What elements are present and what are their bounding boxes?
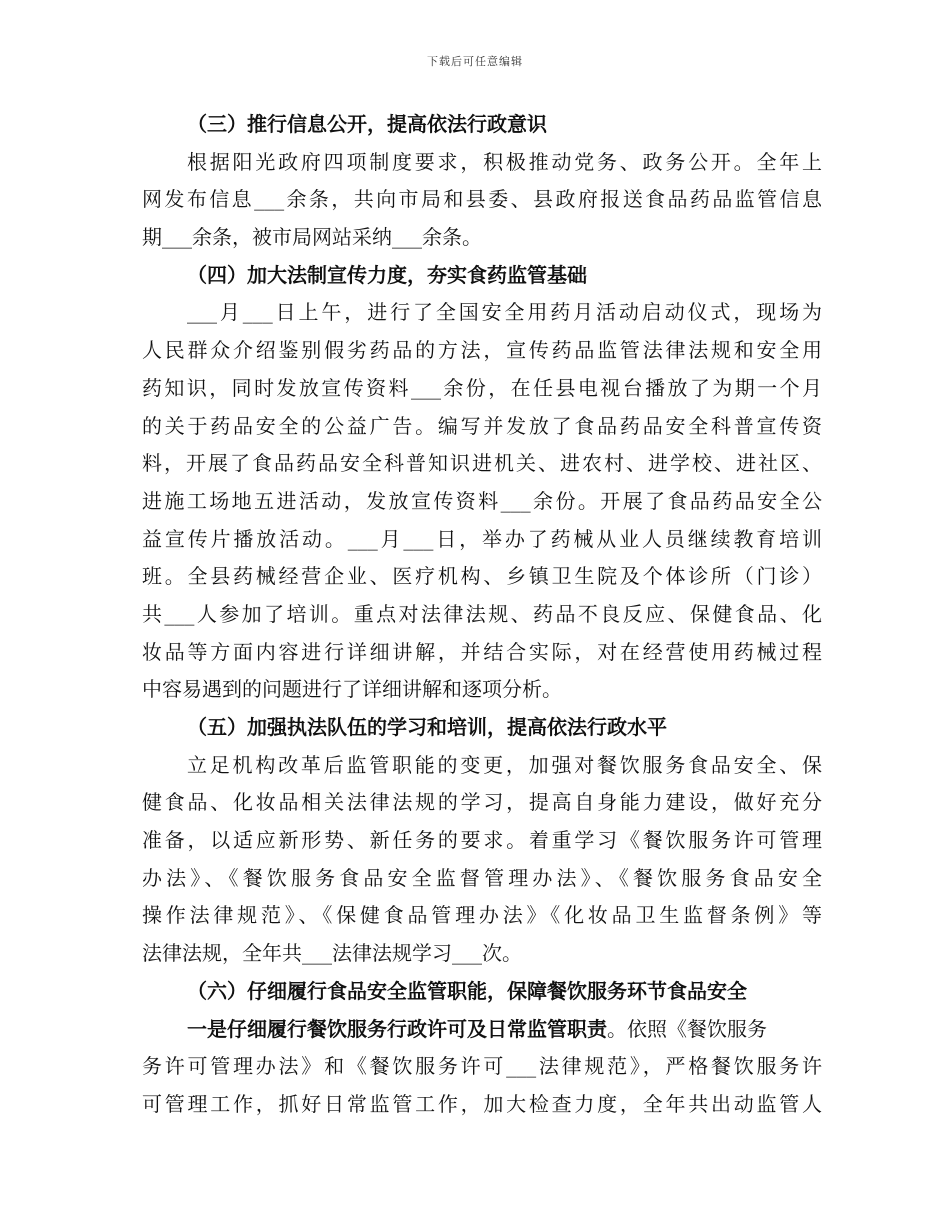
lead-sentence: 一是仔细履行餐饮服务行政许可及日常监管职责 [187,1016,607,1041]
paragraph-line: ___月___日上午，进行了全国安全用药月活动启动仪式，现场为 [187,300,822,325]
paragraph-line: 药知识，同时发放宣传资料___余份，在任县电视台播放了为期一个月 [142,375,822,400]
page-header: 下载后可任意编辑 [427,55,523,68]
paragraph-line [142,1011,822,1049]
paragraph-line: 务许可管理办法》和《餐饮服务许可___法律规范》，严格餐饮服务许 [142,1054,822,1079]
paragraph-line: 健食品、化妆品相关法律法规的学习，提高自身能力建设，做好充分 [142,790,822,815]
document-body [142,106,822,1124]
lead-continuation: 。依照《餐饮服务 [607,1016,767,1041]
paragraph-line: 共___人参加了培训。重点对法律法规、药品不良反应、保健食品、化 [142,601,822,626]
paragraph-line: 网发布信息___余条，共向市局和县委、县政府报送食品药品监管信息 [142,187,822,212]
paragraph-line: 中容易遇到的问题进行了详细讲解和逐项分析。 [142,677,562,702]
paragraph-line: 料，开展了食品药品安全科普知识进机关、进农村、进学校、进社区、 [142,451,822,476]
paragraph-line: 班。全县药械经营企业、医疗机构、乡镇卫生院及个体诊所（门诊） [142,564,822,589]
paragraph-line: 根据阳光政府四项制度要求，积极推动党务、政务公开。全年上 [187,149,822,174]
paragraph-line: 办法》、《餐饮服务食品安全监督管理办法》、《餐饮服务食品安全 [142,865,822,890]
paragraph-line: 操作法律规范》、《保健食品管理办法》《化妆品卫生监督条例》等 [142,903,822,928]
paragraph-line: 可管理工作，抓好日常监管工作，加大检查力度，全年共出动监管人 [142,1091,822,1116]
section-heading-5: （五）加强执法队伍的学习和培训，提高依法行政水平 [187,715,667,739]
paragraph-line: 进施工场地五进活动，发放宣传资料___余份。开展了食品药品安全公 [142,488,822,513]
section-heading-3: （三）推行信息公开，提高依法行政意识 [187,112,547,136]
section-heading-6: （六）仔细履行食品安全监管职能，保障餐饮服务环节食品安全 [187,978,747,1003]
paragraph-line: 准备，以适应新形势、新任务的要求。着重学习《餐饮服务许可管理 [142,828,822,853]
paragraph-line: 期___余条，被市局网站采纳___余条。 [142,225,482,250]
section-heading-4: （四）加大法制宣传力度，夯实食药监管基础 [187,262,587,287]
paragraph-line: 立足机构改革后监管职能的变更，加强对餐饮服务食品安全、保 [187,752,822,777]
paragraph-line: 益宣传片播放活动。___月___日，举办了药械从业人员继续教育培训 [142,526,822,551]
paragraph-line: 的关于药品安全的公益广告。编写并发放了食品药品安全科普宣传资 [142,413,822,438]
paragraph-line: 人民群众介绍鉴别假劣药品的方法，宣传药品监管法律法规和安全用 [142,338,822,363]
paragraph-line: 妆品等方面内容进行详细讲解，并结合实际，对在经营使用药械过程 [142,639,822,664]
paragraph-line: 法律法规，全年共___法律法规学习___次。 [142,941,522,966]
